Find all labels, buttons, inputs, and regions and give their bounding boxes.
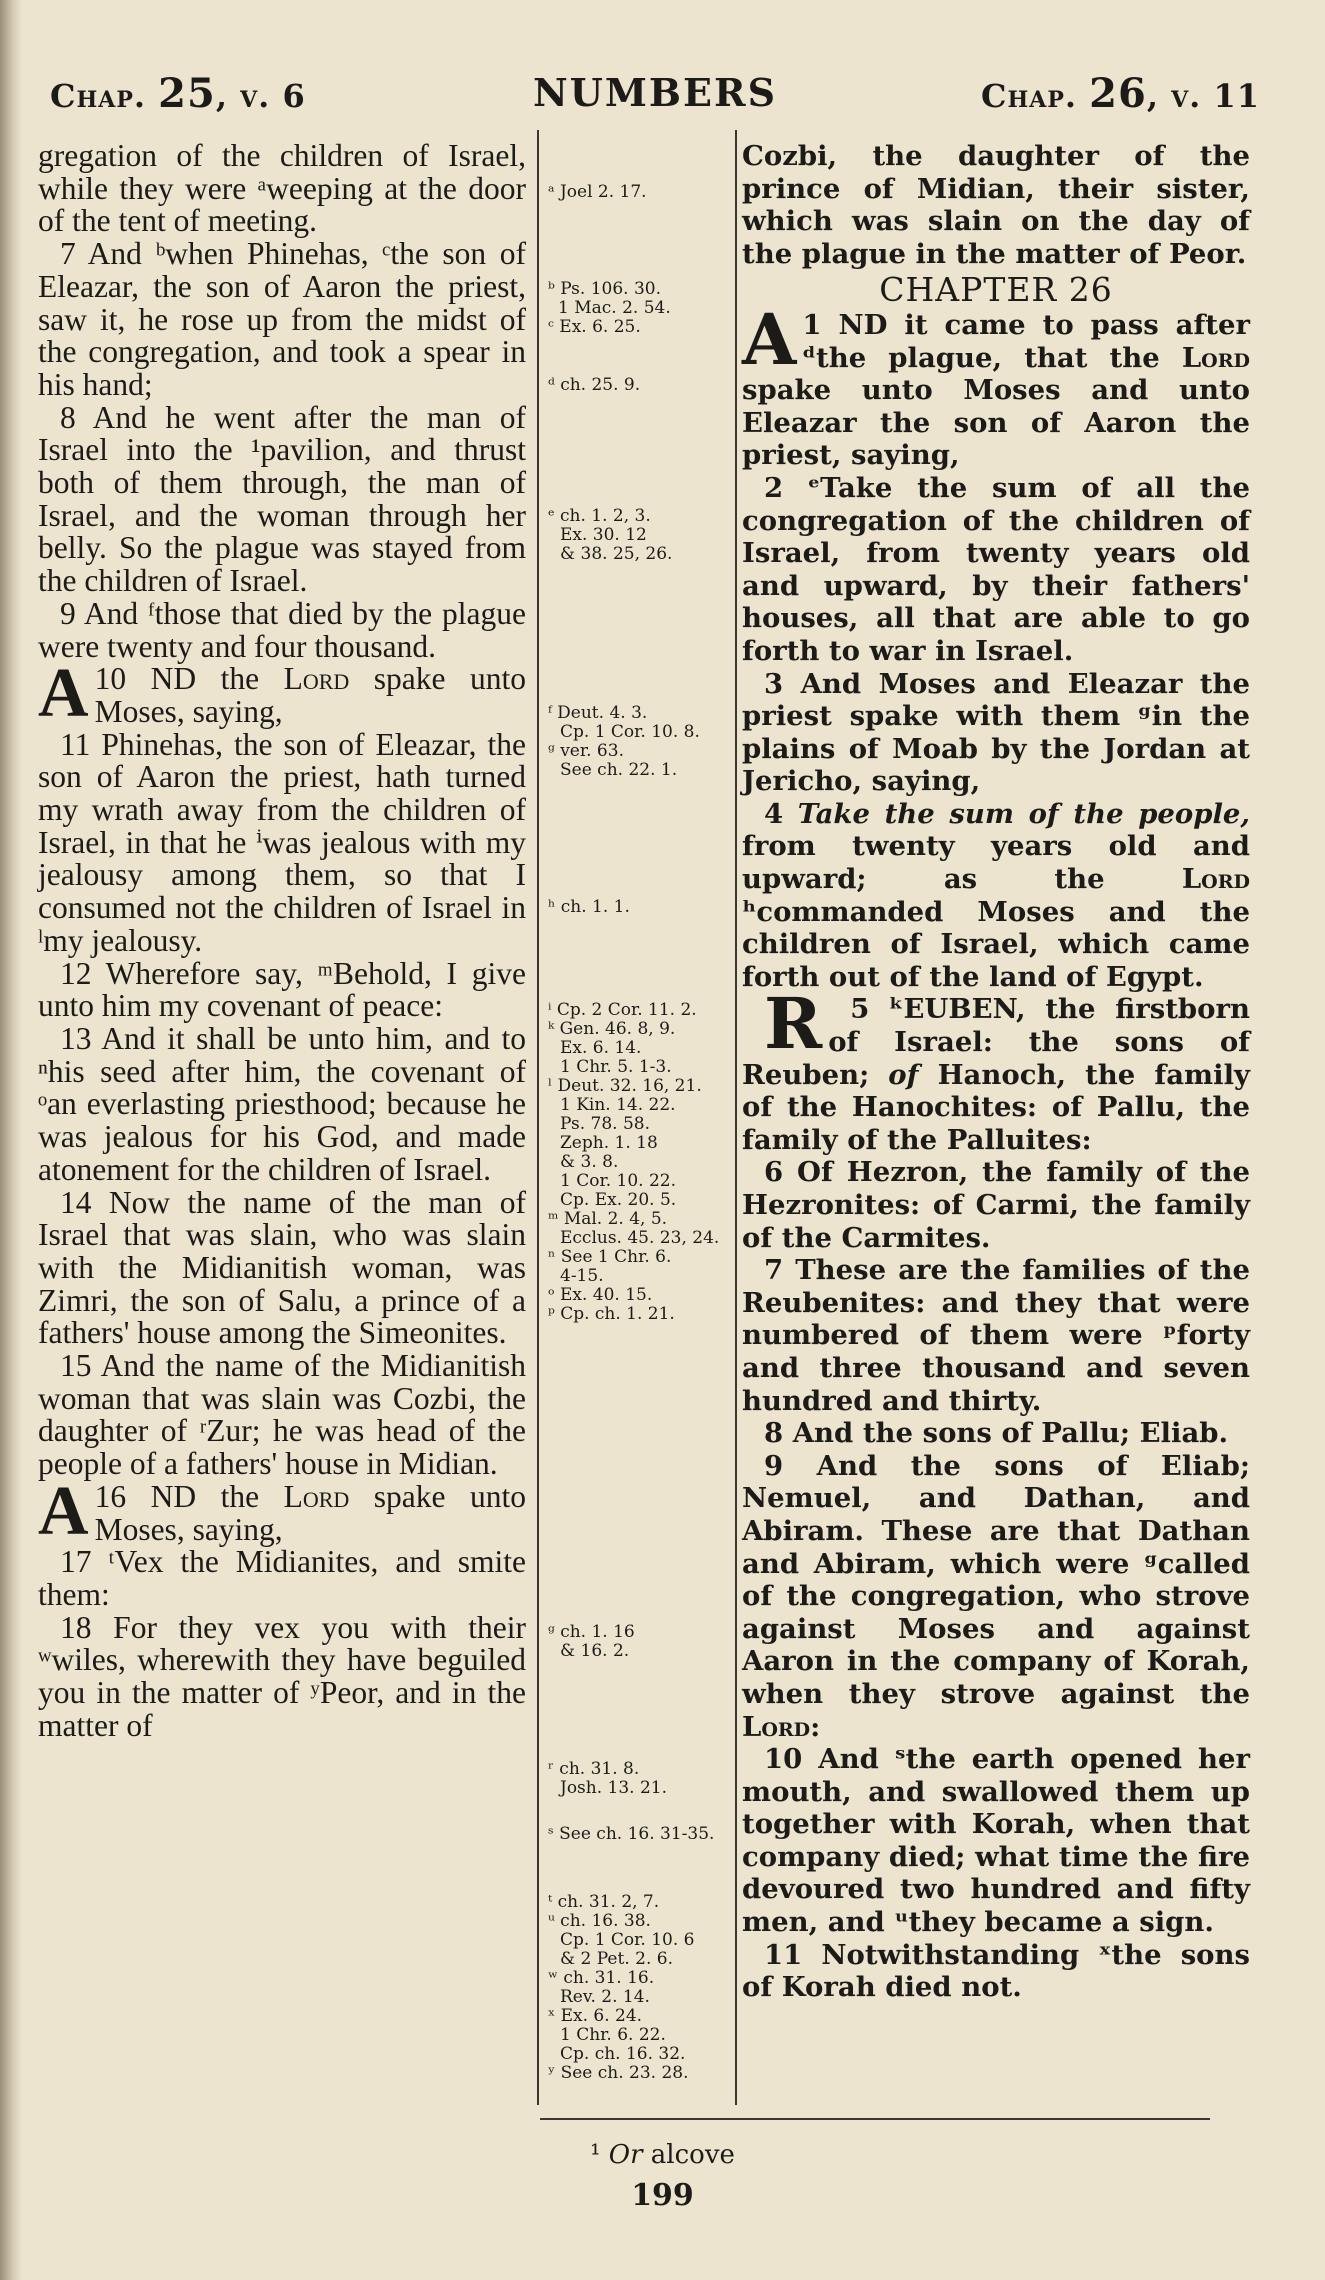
verse-14: 14 Now the name of the man of Israel that was slain, who was slain with the Midianitish woman, was Zimri, the son of Salu, a prince of a fathers' house among the Simeonites. xyxy=(38,1184,526,1351)
verse-18-continued: Cozbi, the daughter of the prince of Midian, their sister, which was slain on the day of the plague in the matter of Peor. xyxy=(742,140,1250,270)
chapter-heading: CHAPTER 26 xyxy=(879,270,1113,310)
page-number: 199 xyxy=(631,2178,694,2213)
drop-cap: A xyxy=(38,1472,89,1550)
verse-17: 17 ᵗVex the Midianites, and smite them: xyxy=(38,1544,526,1612)
verse-16: 16 A ND the Lord spake unto Moses, saying, xyxy=(38,1472,527,1550)
verse-26-1: 1 A ND it came to pass after ᵈthe plague, that the Lord spake unto Moses and unto Eleazar the son of Aaron the priest, saying, xyxy=(742,297,1250,472)
verse-26-10: 10 And ˢthe earth opened her mouth, and swallowed them up together with Korah, when that company died; what time the fire devoured two hundred and fifty men, and ᵘthey became a sign. xyxy=(742,1743,1250,1939)
header-right-reference: Chap. 26, v. 11 xyxy=(981,70,1260,117)
verse-26-9: 9 And the sons of Eliab; Nemuel, and Dathan, and Abiram. These are that Dathan and Abiram, which were ᵍcalled of the congregation, who strove against Moses and against Aaron in the company of Korah, when they strove against the Lord: xyxy=(742,1449,1250,1743)
verse-18: 18 For they vex you with their ʷwiles, wherewith they have beguiled you in the matter of ʸPeor, and in the matter of xyxy=(38,1609,526,1743)
footnote-rule xyxy=(540,2118,1210,2120)
drop-cap: R xyxy=(764,982,823,1066)
right-text-column xyxy=(742,140,1250,2004)
verse-9: 9 And ᶠthose that died by the plague were twenty and four thousand. xyxy=(38,595,526,664)
header-left-reference: Chap. 25, v. 6 xyxy=(50,70,306,117)
margin-ref-s: ˢ See ch. 16. 31-35. xyxy=(548,1824,715,1844)
column-divider-left xyxy=(537,130,539,2105)
verse-11: 11 Phinehas, the son of Eleazar, the son of Aaron the priest, hath turned my wrath away from the children of Israel, in that he ⁱwas jealous with my jealousy among them, so that I consumed not the children of Israel in ˡmy jealousy. xyxy=(38,726,526,958)
drop-cap: A xyxy=(38,655,89,733)
margin-ref-h: ʰ ch. 1. 1. xyxy=(548,897,630,917)
verse-26-5: 5 ᵏ R EUBEN, the firstborn of Israel: the sons of Reuben; of Hanoch, the family of the Hanochites: of Pallu, the family of the Palluites: xyxy=(742,982,1250,1156)
verse-26-7: 7 These are the families of the Reubenites: and they that were numbered of them were ᵖforty and three thousand and seven hundred and thirty. xyxy=(742,1254,1250,1417)
verse-10: 10 A ND the Lord spake unto Moses, saying, xyxy=(38,655,527,733)
verse-26-11: 11 Notwithstanding ˣthe sons of Korah died not. xyxy=(742,1938,1250,2004)
verse-8: 8 And he went after the man of Israel into the ¹pavilion, and thrust both of them through, the man of Israel, and the woman through her belly. So the plague was stayed from the children of Israel. xyxy=(38,399,526,599)
verse-12: 12 Wherefore say, ᵐBehold, I give unto him my covenant of peace: xyxy=(38,955,526,1024)
column-divider-right xyxy=(735,130,737,2105)
verse-7: 7 And ᵇwhen Phinehas, ᶜthe son of Eleazar, the son of Aaron the priest, saw it, he rose up from the midst of the congregation, and took a spear in his hand; xyxy=(38,236,526,402)
margin-ref-r: ʳ ch. 31. 8. Josh. 13. 21. xyxy=(548,1759,668,1798)
verse-26-6: 6 Of Hezron, the family of the Hezronites: of Carmi, the family of the Carmites. xyxy=(742,1156,1250,1254)
book-title: NUMBERS xyxy=(532,70,778,115)
margin-ref-i-p: ⁱ Cp. 2 Cor. 11. 2. ᵏ Gen. 46. 8, 9. Ex. 6. 14. 1 Chr. 5. 1-3. ˡ Deut. 32. 16, 21. 1 Kin. 14. 22. Ps. 78. 58. Zeph. 1. 18 & 3. 8. 1 Cor. 10. 22. Cp. Ex. 20. 5. ᵐ Mal. 2. 4, 5. Ecclus. 45. 23, 24. ⁿ See 1 Chr. 6. 4-15. ᵒ Ex. 40. 15. ᵖ Cp. ch. 1. 21. xyxy=(548,1000,720,1324)
page-spine xyxy=(0,0,22,2280)
footnote: ¹ Or alcove xyxy=(590,2140,735,2170)
verse-13: 13 And it shall be unto him, and to ⁿhis seed after him, the covenant of ᵒan everlasting priesthood; because he was jealous for his God, and made atonement for the children of Israel. xyxy=(38,1020,526,1187)
margin-ref-d: ᵈ ch. 25. 9. xyxy=(548,375,641,395)
margin-ref-f-g: ᶠ Deut. 4. 3. Cp. 1 Cor. 10. 8. ᵍ ver. 63. See ch. 22. 1. xyxy=(548,703,700,780)
margin-ref-b-c: ᵇ Ps. 106. 30. 1 Mac. 2. 54. ᶜ Ex. 6. 25. xyxy=(548,279,671,337)
verse-15: 15 And the name of the Midianitish woman that was slain was Cozbi, the daughter of ʳZur; he was head of the people of a fathers' house in Midian. xyxy=(38,1348,526,1482)
verse-6-continued: gregation of the children of Israel, while they were ᵃweeping at the door of the tent of meeting. xyxy=(38,138,526,239)
left-text-column xyxy=(38,140,526,1742)
margin-ref-t-y: ᵗ ch. 31. 2, 7. ᵘ ch. 16. 38. Cp. 1 Cor. 10. 6 & 2 Pet. 2. 6. ʷ ch. 31. 16. Rev. 2. 14. ˣ Ex. 6. 24. 1 Chr. 6. 22. Cp. ch. 16. 32. ʸ See ch. 23. 28. xyxy=(548,1892,695,2083)
verse-26-3: 3 And Moses and Eleazar the priest spake with them ᵍin the plains of Moab by the Jordan at Jericho, saying, xyxy=(742,667,1250,798)
running-header xyxy=(50,70,1260,120)
drop-cap: A xyxy=(742,297,797,381)
verse-26-4: 4 Take the sum of the people, from twenty years old and upward; as the Lord ʰcommanded Moses and the children of Israel, which came forth out of the land of Egypt. xyxy=(742,797,1251,993)
verse-26-8: 8 And the sons of Pallu; Eliab. xyxy=(764,1417,1229,1450)
margin-ref-e: ᵉ ch. 1. 2, 3. Ex. 30. 12 & 38. 25, 26. xyxy=(548,506,673,564)
margin-ref-q: ᵍ ch. 1. 16 & 16. 2. xyxy=(548,1622,635,1661)
verse-26-2: 2 ᵉTake the sum of all the congregation of the children of Israel, from twenty years old and upward, by their fathers' houses, all that are able to go forth to war in Israel. xyxy=(742,471,1250,667)
margin-ref-a: ᵃ Joel 2. 17. xyxy=(548,182,647,202)
